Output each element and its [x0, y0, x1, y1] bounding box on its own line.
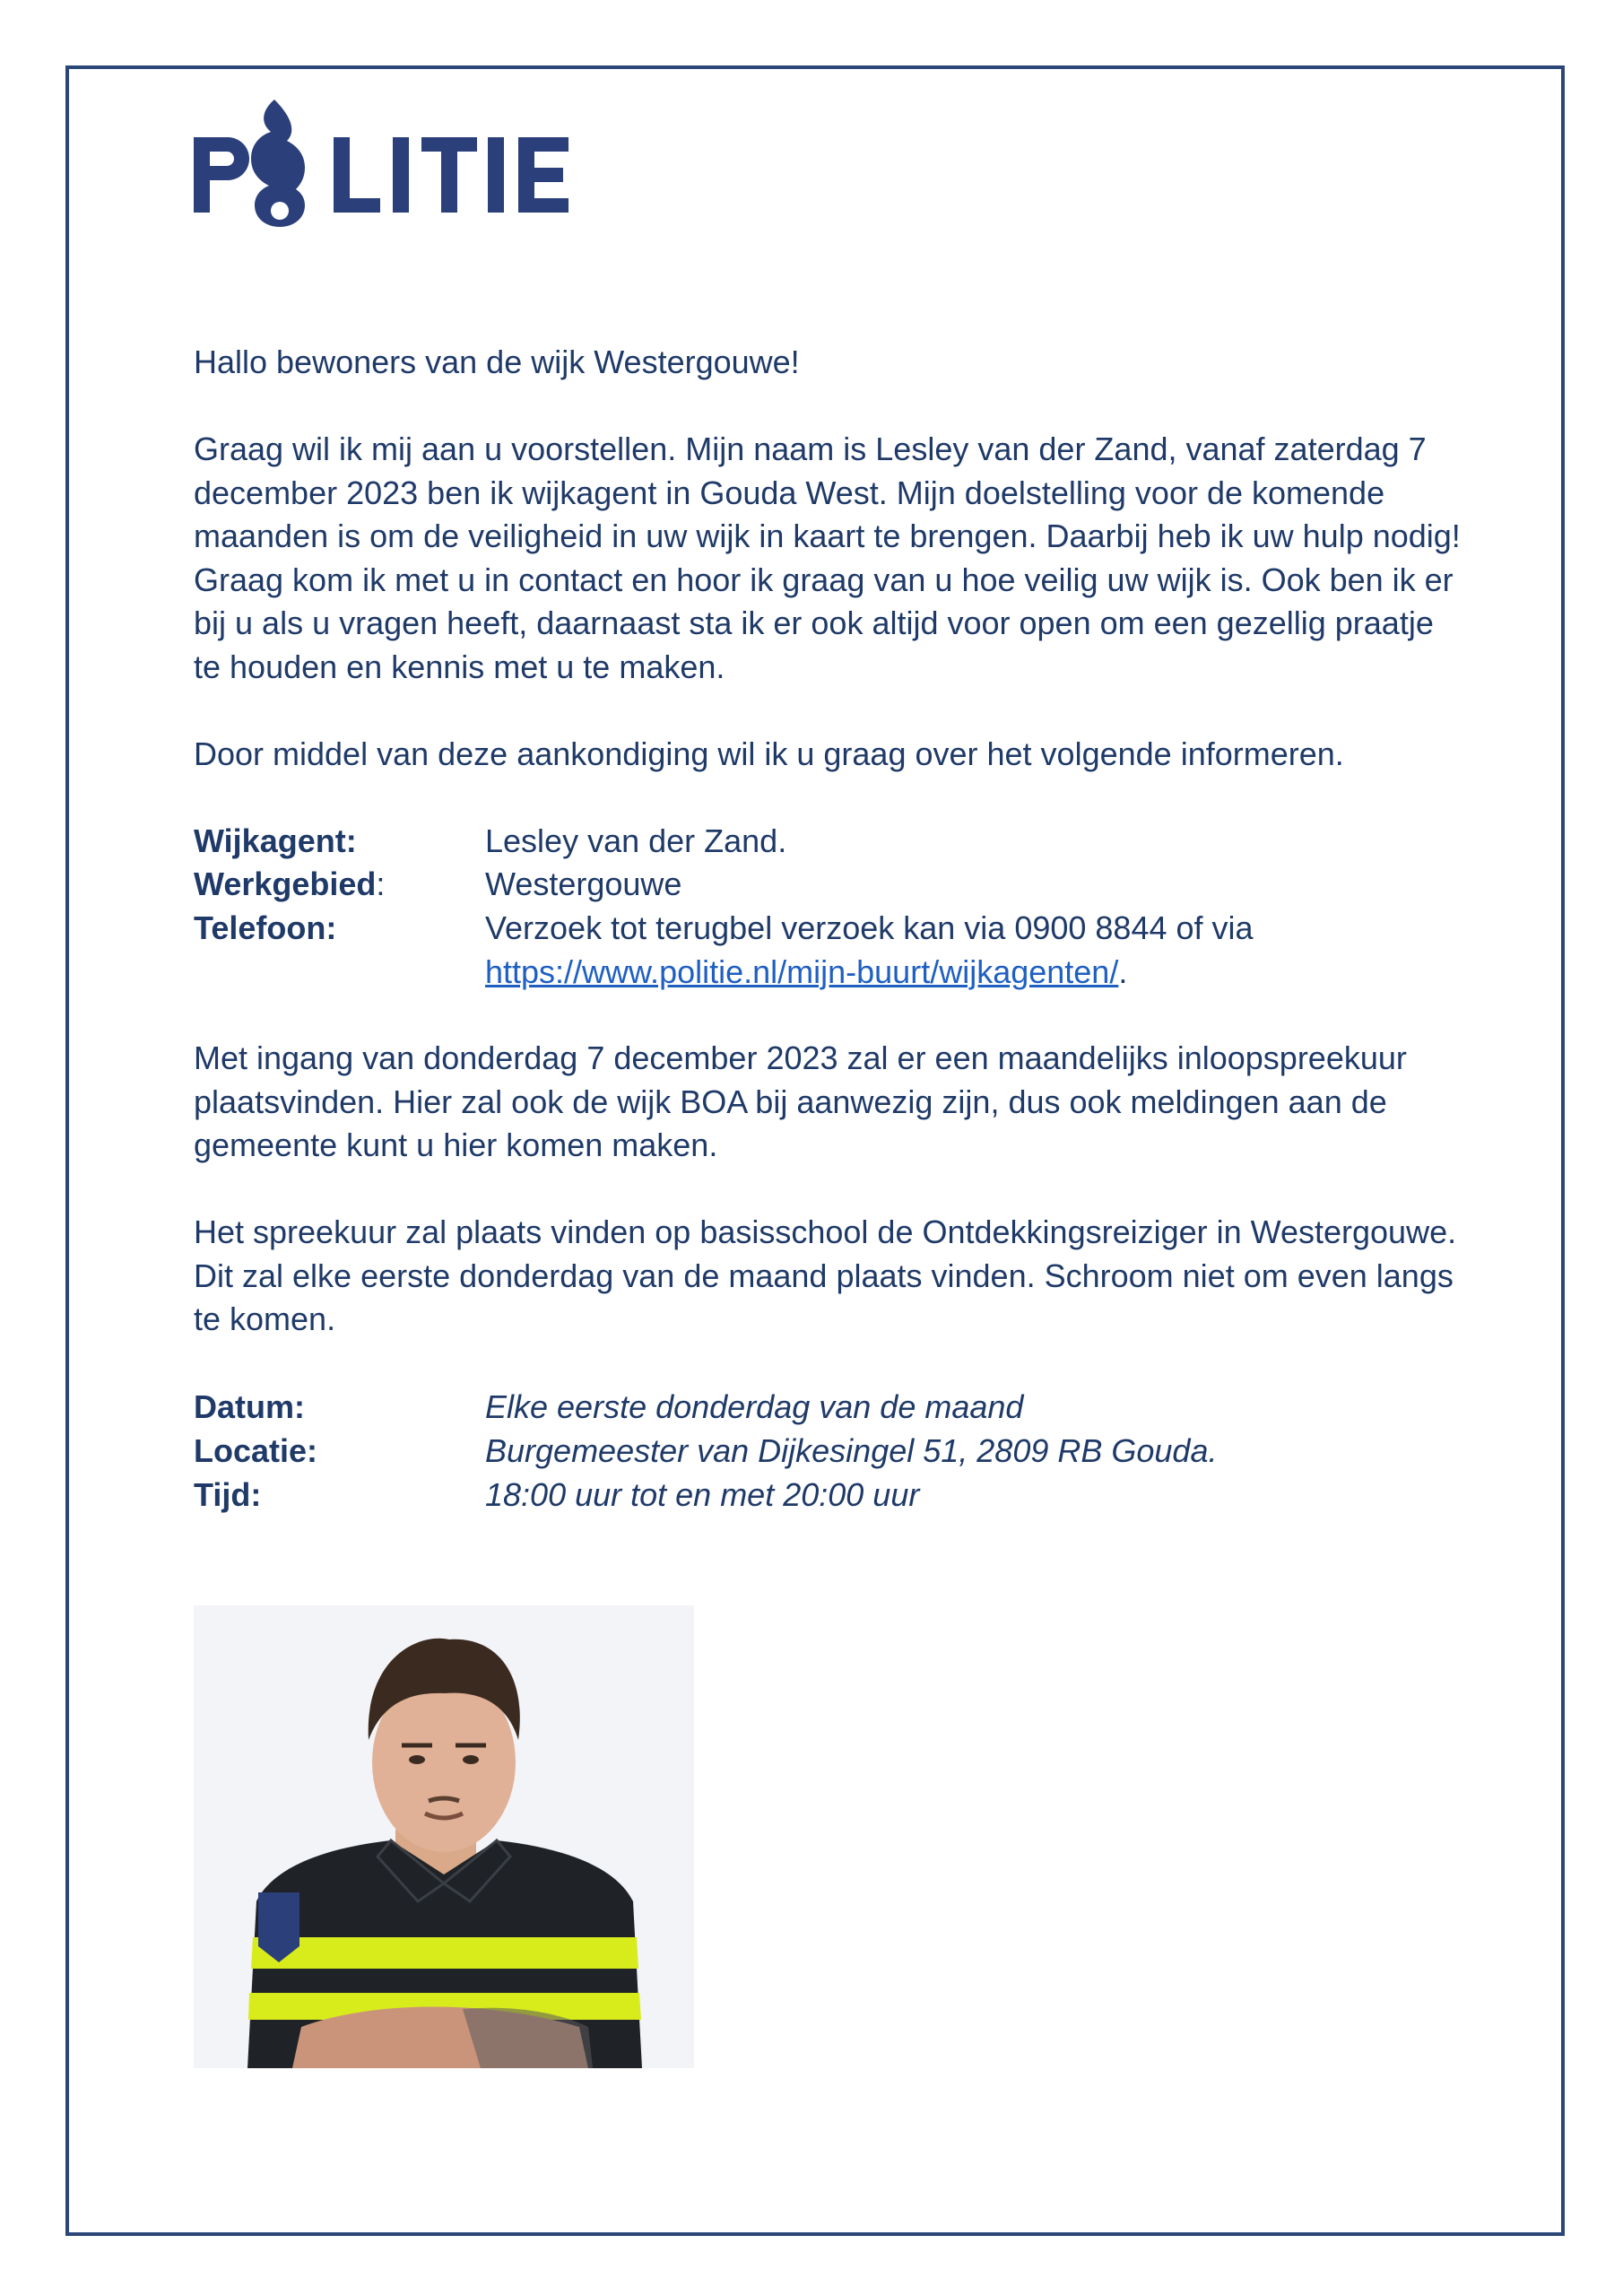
announcement-paragraph: Door middel van deze aankondiging wil ik u graag over het volgende informeren. [194, 735, 1344, 772]
location-label: Locatie: [194, 1432, 318, 1469]
contact-phone-row [194, 907, 1467, 994]
spreekuur-location-paragraph: Het spreekuur zal plaats vinden op basisschool de Ontdekkingsreiziger in Westergouwe. Dit zal elke eerste donderdag van de maand plaats vinden. Schroom niet om even langs te komen. [194, 1213, 1457, 1338]
schedule-date-row [194, 1386, 1467, 1430]
area-value: Westergouwe [485, 865, 682, 902]
greeting: Hallo bewoners van de wijk Westergouwe! [194, 344, 800, 380]
time-label: Tijd: [194, 1476, 262, 1513]
area-label: Werkgebied: [194, 865, 386, 902]
agent-value: Lesley van der Zand. [485, 822, 787, 859]
contact-area-row [194, 863, 1467, 907]
spreekuur-intro-paragraph: Met ingang van donderdag 7 december 2023 zal er een maandelijks inloopspreekuur plaatsvinden. Hier zal ook de wijk BOA bij aanwezig zijn, dus ook meldingen aan de gemeente kunt u hier komen maken. [194, 1039, 1407, 1164]
officer-photo [194, 1605, 694, 2068]
date-value: Elke eerste donderdag van de maand [485, 1388, 1024, 1425]
politie-logo [192, 92, 577, 236]
phone-label: Telefoon: [194, 909, 337, 946]
date-label: Datum: [194, 1388, 305, 1425]
time-value: 18:00 uur tot en met 20:00 uur [485, 1476, 920, 1513]
intro-paragraph: Graag wil ik mij aan u voorstellen. Mijn naam is Lesley van der Zand, vanaf zaterdag 7 december 2023 ben ik wijkagent in Gouda West. Mijn doelstelling voor de komende maanden is om de veiligheid in uw wijk in kaart te brengen. Daarbij heb ik uw hulp nodig! Graag kom ik met u in contact en hoor ik graag van u hoe veilig uw wijk is. Ook ben ik er bij u als u vragen heeft, daarnaast sta ik er ook altijd voor open om een gezellig praatje te houden en kennis met u te maken. [194, 430, 1461, 685]
contact-agent-row [194, 820, 1467, 864]
schedule-time-row [194, 1474, 1467, 1518]
schedule-location-row [194, 1430, 1467, 1474]
wijkagenten-link[interactable]: https://www.politie.nl/mijn-buurt/wijkagenten/ [485, 952, 1119, 990]
agent-label: Wijkagent: [194, 822, 357, 859]
phone-value: Verzoek tot terugbel verzoek kan via 0900 8844 of via https://www.politie.nl/mijn-buurt/wijkagenten/. [485, 909, 1254, 990]
location-value: Burgemeester van Dijkesingel 51, 2809 RB Gouda. [485, 1432, 1218, 1469]
